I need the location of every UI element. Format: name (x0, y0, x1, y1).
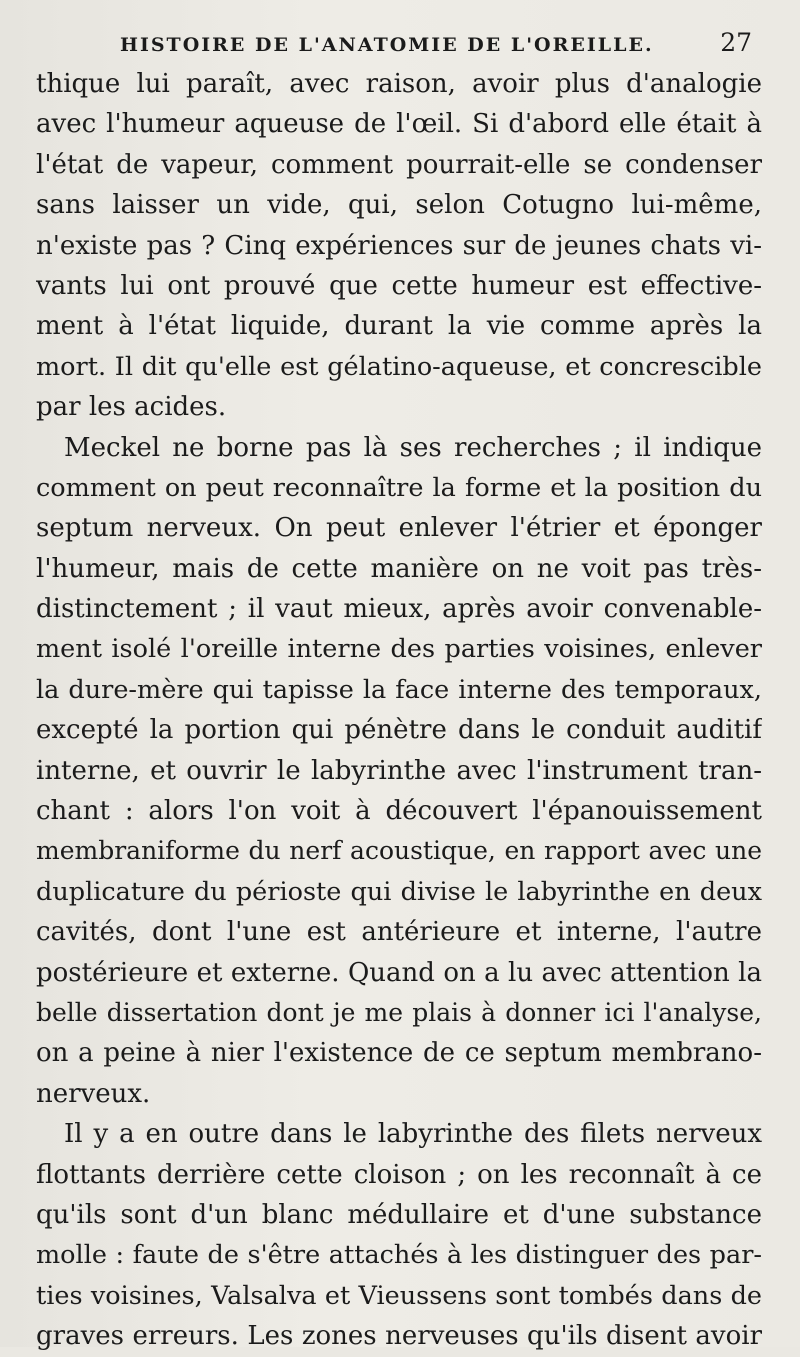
running-title: HISTOIRE DE L'ANATOMIE DE L'OREILLE. (120, 34, 654, 56)
text-line: ties voisines, Valsalva et Vieussens sont tombés dans de (36, 1280, 762, 1311)
text-line: l'humeur, mais de cette manière on ne voit pas très- (36, 553, 762, 584)
page-number: 27 (720, 28, 752, 57)
text-line: excepté la portion qui pénètre dans le conduit auditif (36, 715, 762, 746)
text-line: par les acides. (36, 392, 227, 423)
text-line: on a peine à nier l'existence de ce septum membrano- (36, 1038, 762, 1069)
text-line: avec l'humeur aqueuse de l'œil. Si d'abord elle était à (36, 109, 762, 140)
text-line: thique lui paraît, avec raison, avoir plus d'analogie (36, 69, 762, 99)
text-line: interne, et ouvrir le labyrinthe avec l'instrument tran- (36, 755, 762, 786)
text-line: flottants derrière cette cloison ; on les reconnaît à ce (36, 1159, 762, 1190)
text-line: comment on peut reconnaître la forme et la position du (36, 472, 762, 503)
text-line: ment isolé l'oreille interne des parties voisines, enlever (36, 634, 762, 665)
text-line: Il y a en outre dans le labyrinthe des filets nerveux (64, 1119, 762, 1150)
page-header (120, 28, 752, 56)
text-line: membraniforme du nerf acoustique, en rapport avec une (36, 836, 762, 866)
text-line: distinctement ; il vaut mieux, après avoir convenable- (36, 594, 762, 625)
text-line: la dure-mère qui tapisse la face interne des temporaux, (36, 674, 762, 705)
body-text (36, 64, 762, 1357)
text-line: postérieure et externe. Quand on a lu avec attention la (36, 957, 762, 988)
text-line: qu'ils sont d'un blanc médullaire et d'une substance (36, 1199, 762, 1230)
text-line: belle dissertation dont je me plais à donner ici l'analyse, (36, 997, 762, 1027)
text-line: sans laisser un vide, qui, selon Cotugno lui-même, (36, 190, 762, 221)
text-line: molle : faute de s'être attachés à les distinguer des par- (36, 1240, 762, 1271)
text-line: cavités, dont l'une est antérieure et interne, l'autre (36, 917, 762, 948)
text-line: nerveux. (36, 1078, 151, 1109)
text-line: duplicature du périoste qui divise le labyrinthe en deux (36, 876, 762, 907)
text-line: Meckel ne borne pas là ses recherches ; il indique (64, 432, 762, 463)
text-line: mort. Il dit qu'elle est gélatino-aqueuse, et concrescible (36, 351, 762, 382)
text-line: chant : alors l'on voit à découvert l'épanouissement (36, 796, 762, 827)
text-line: septum nerveux. On peut enlever l'étrier et éponger (36, 513, 762, 544)
text-line: graves erreurs. Les zones nerveuses qu'ils disent avoir (36, 1321, 762, 1352)
text-line: vants lui ont prouvé que cette humeur est effective- (36, 270, 762, 301)
text-line: ment à l'état liquide, durant la vie comme après la (36, 311, 762, 342)
text-line: n'existe pas ? Cinq expériences sur de jeunes chats vi- (36, 230, 762, 261)
text-line: l'état de vapeur, comment pourrait-elle se condenser (36, 149, 762, 180)
